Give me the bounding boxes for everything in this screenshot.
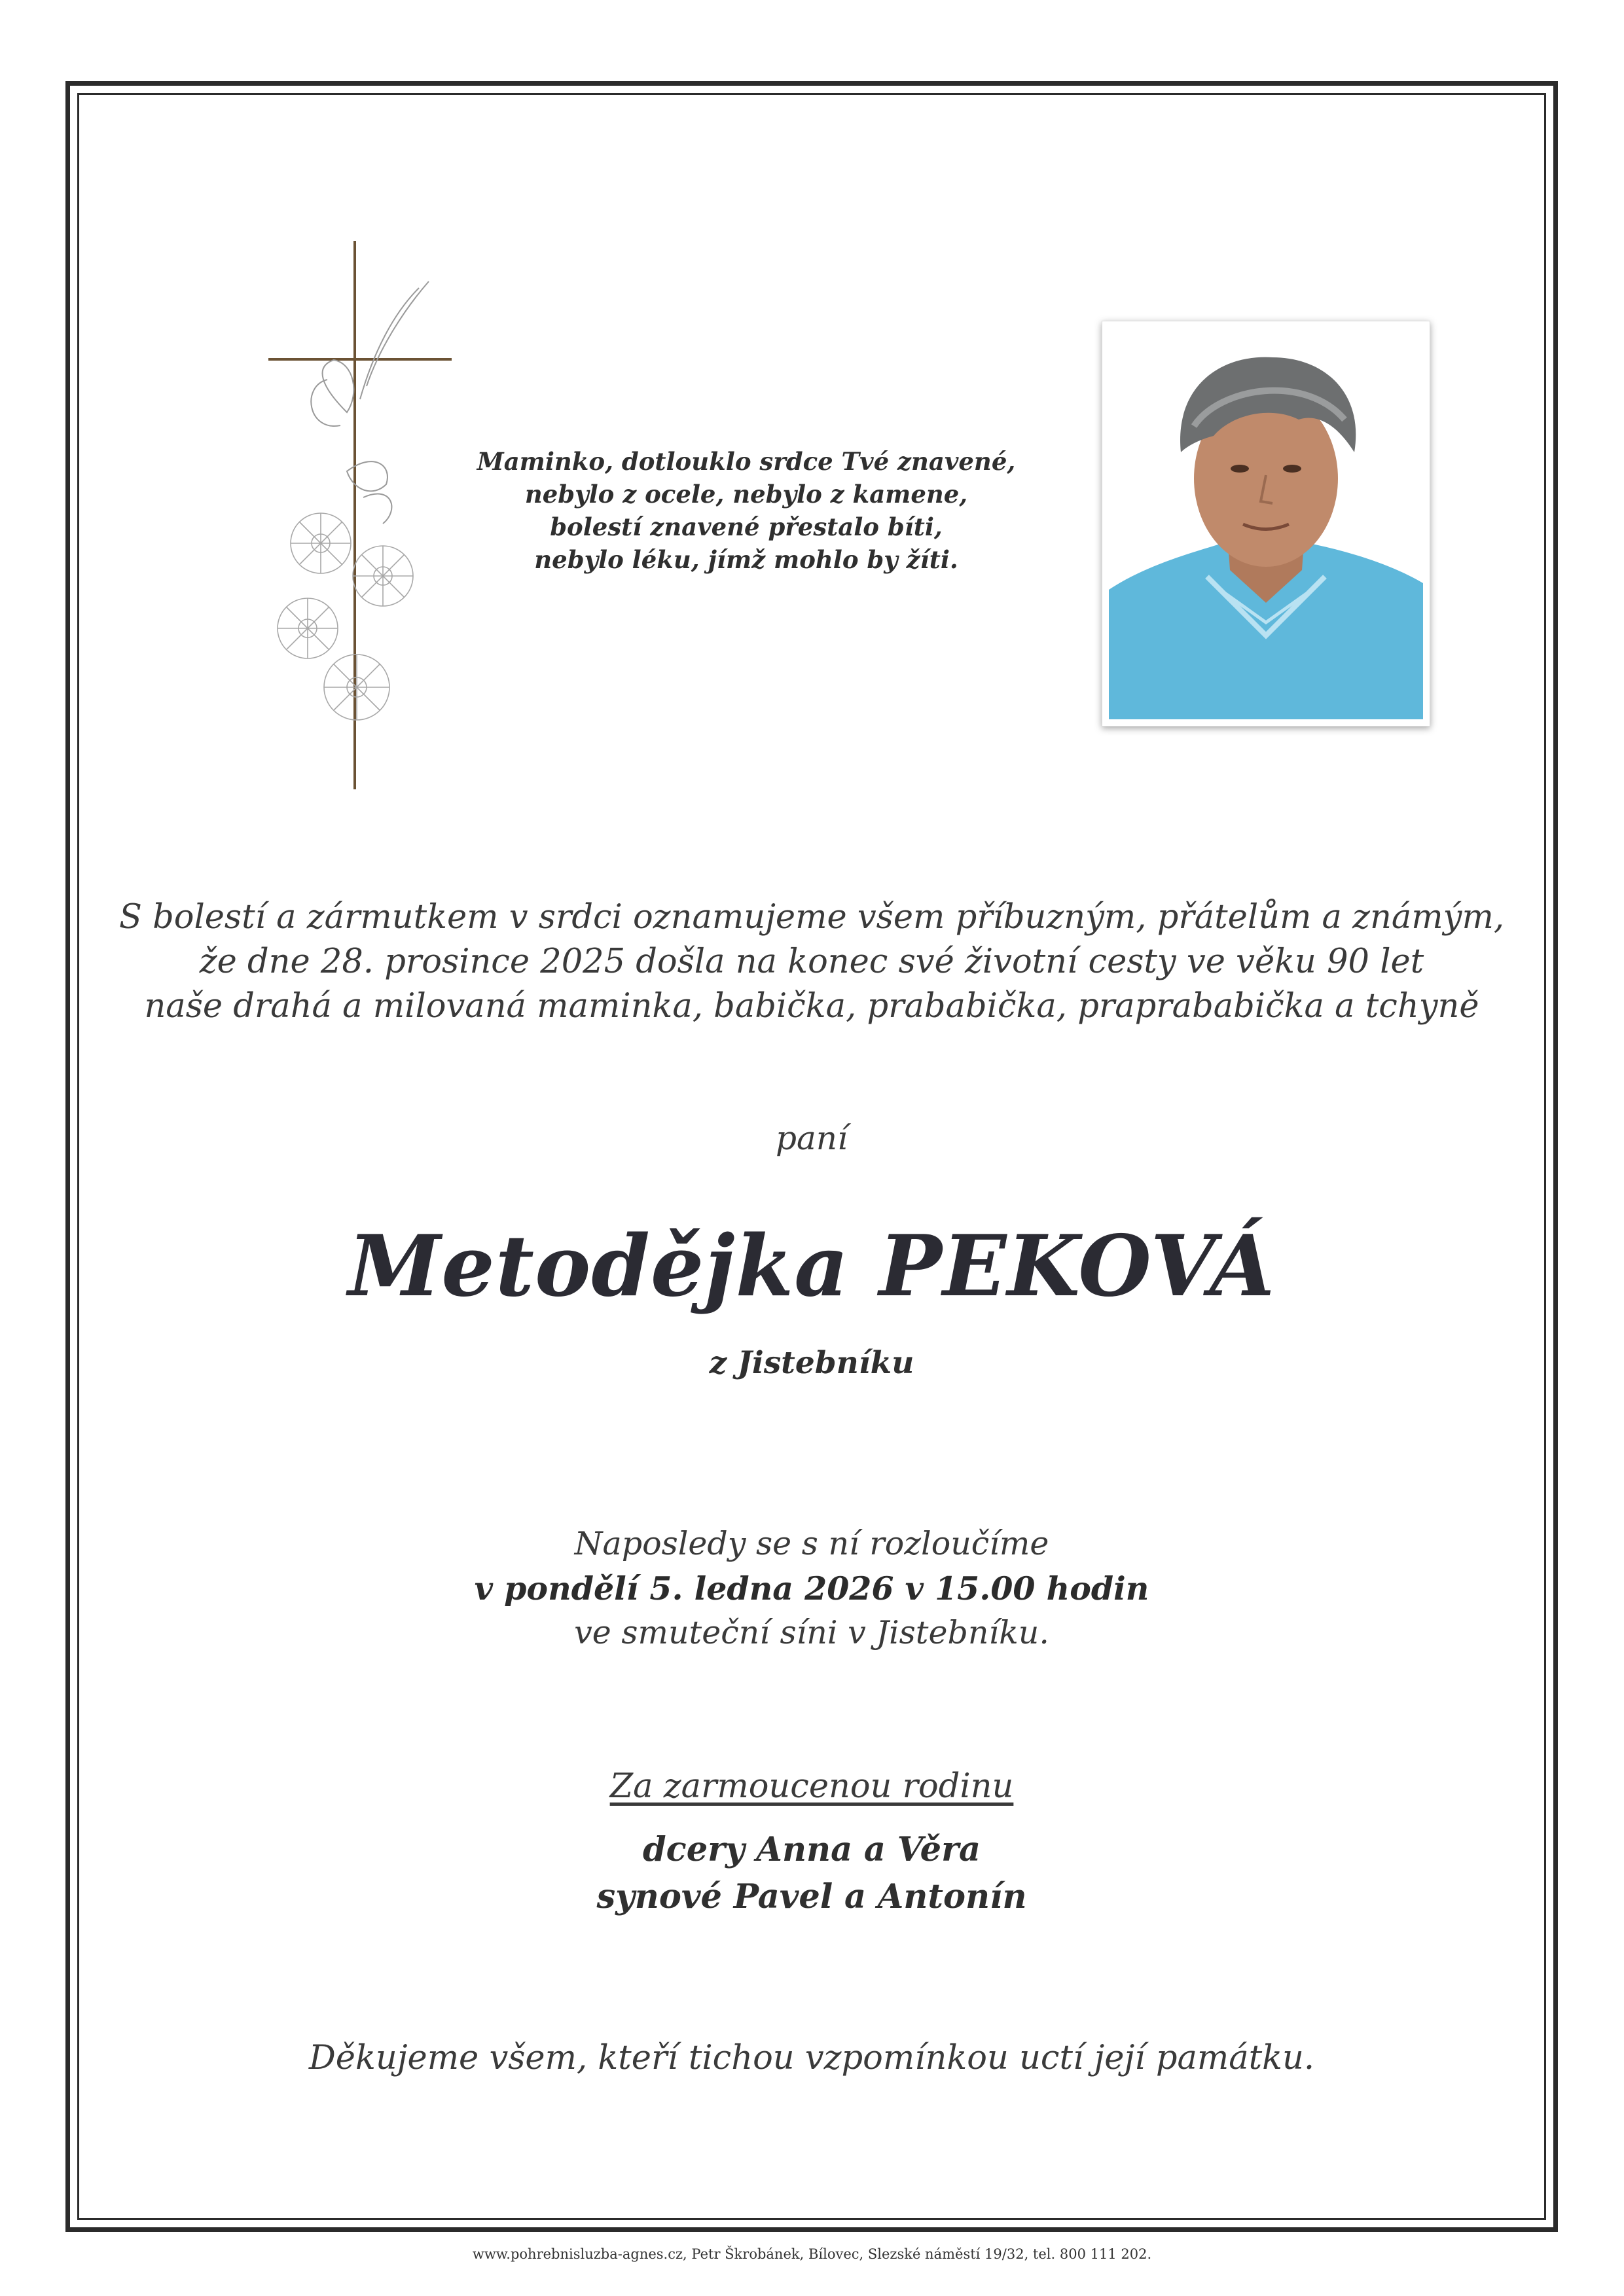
family-label: Za zarmoucenou rodinu (609, 1767, 1014, 1806)
portrait-photo (1109, 328, 1423, 719)
portrait-frame (1102, 321, 1430, 726)
deceased-name: Metodějka PEKOVÁ (348, 1217, 1276, 1316)
announcement-line: naše drahá a milovaná maminka, babička, prababička, praprababička a tchyně (144, 987, 1479, 1026)
poem-line: nebylo z ocele, nebylo z kamene, (524, 480, 968, 509)
poem-line: bolestí znavené přestalo bíti, (550, 512, 943, 541)
honorific: paní (775, 1119, 848, 1157)
farewell-line: Naposledy se s ní rozloučíme (574, 1525, 1049, 1562)
announcement-line: S bolestí a zármutkem v srdci oznamujeme všem příbuzným, přátelům a známým, (118, 898, 1505, 937)
farewell-place: ve smuteční síni v Jistebníku. (574, 1614, 1049, 1651)
poem (445, 445, 1047, 576)
family-members (77, 1826, 1546, 1920)
farewell-info (77, 1522, 1546, 1655)
family-line: synové Pavel a Antonín (596, 1877, 1027, 1916)
footer: www.pohrebnisluzba-agnes.cz, Petr Škrobánek, Bílovec, Slezské náměstí 19/32, tel. 800 111 202. (472, 2246, 1152, 2262)
cross-with-flowers-icon (249, 236, 471, 792)
thanks-line: Děkujeme všem, kteří tichou vzpomínkou uctí její památku. (308, 2039, 1315, 2077)
announcement-line: že dne 28. prosince 2025 došla na konec své životní cesty ve věku 90 let (199, 942, 1424, 981)
poem-line: nebylo léku, jímž mohlo by žíti. (534, 545, 958, 574)
poem-line: Maminko, dotlouklo srdce Tvé znavené, (477, 447, 1016, 476)
family-line: dcery Anna a Věra (642, 1830, 981, 1869)
deceased-origin: z Jistebníku (709, 1345, 914, 1381)
announcement (77, 895, 1546, 1029)
farewell-date: v pondělí 5. ledna 2026 v 15.00 hodin (474, 1570, 1149, 1607)
